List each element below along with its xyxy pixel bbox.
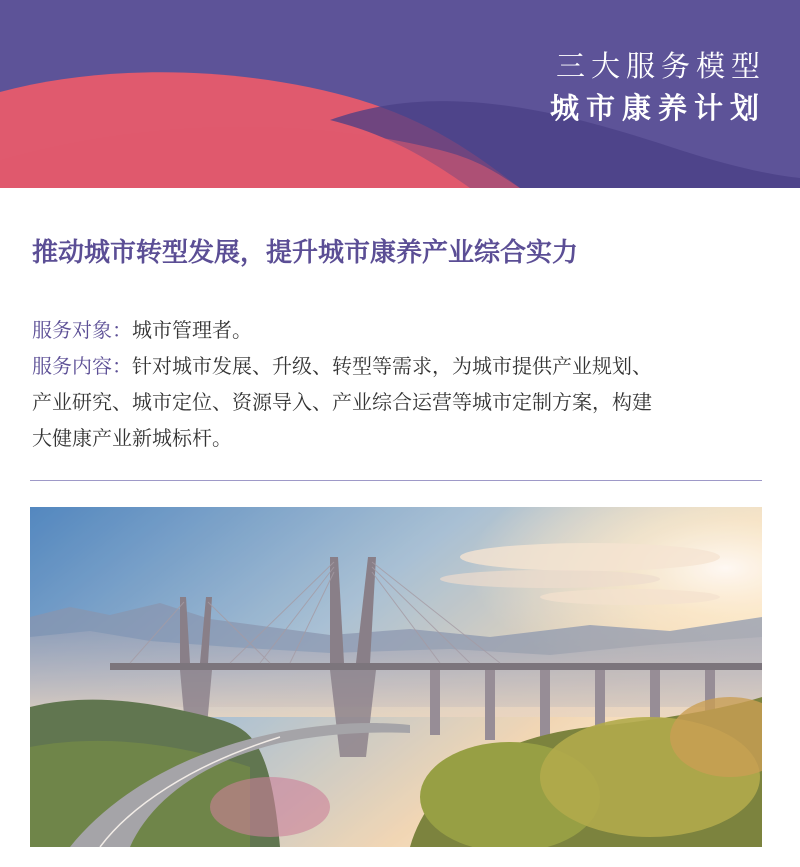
header-banner: [0, 0, 800, 188]
service-content-line3: 大健康产业新城标杆。: [32, 426, 232, 450]
bridge-landscape-photo: [30, 507, 762, 847]
service-target-value: 城市管理者。: [132, 318, 252, 342]
service-target-label: 服务对象：: [32, 318, 132, 342]
service-content-line2: 产业研究、城市定位、资源导入、产业综合运营等城市定制方案，构建: [32, 390, 652, 414]
service-content-row: [32, 348, 772, 384]
service-content-label: 服务内容：: [32, 354, 132, 378]
banner-subtitle: 三大服务模型: [555, 49, 766, 83]
headline: 推动城市转型发展，提升城市康养产业综合实力: [32, 238, 579, 268]
service-description: [32, 312, 772, 456]
service-content-line1: 针对城市发展、升级、转型等需求，为城市提供产业规划、: [132, 354, 652, 378]
service-target-row: [32, 312, 772, 348]
photo-image: [30, 507, 762, 847]
section-divider: [30, 480, 762, 481]
banner-title: 城市康养计划: [549, 91, 766, 125]
